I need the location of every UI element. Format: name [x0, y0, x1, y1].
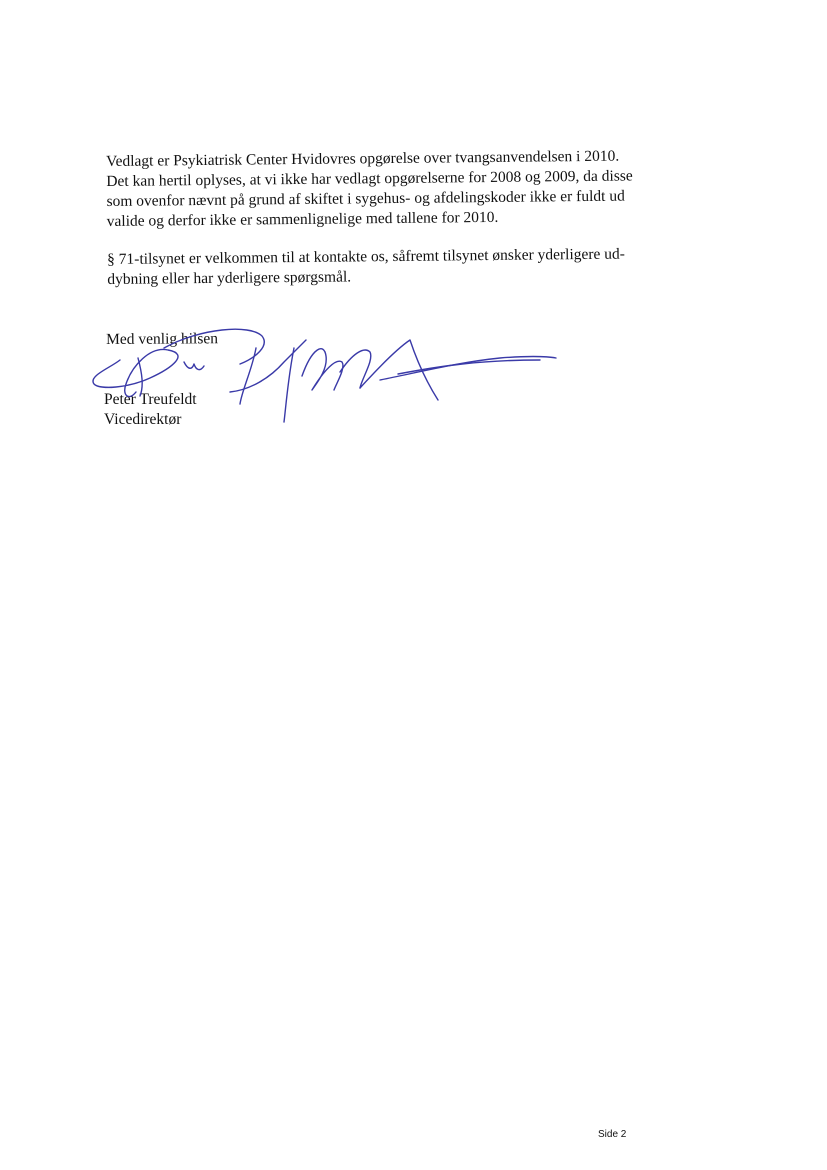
paragraph-2-line: dybning eller har yderligere spørgsmål. [107, 268, 352, 288]
paragraph-1-line: valide og derfor ikke er sammenlignelige med tallene for 2010. [106, 208, 499, 230]
signer-name: Peter Treufeldt [104, 391, 197, 408]
page-number: Side 2 [598, 1129, 627, 1140]
handwritten-signature [80, 318, 570, 438]
paragraph-2-line: § 71-tilsynet er velkommen til at kontakte os, såfremt tilsynet ønsker yderligere ud- [107, 245, 626, 268]
closing-salutation: Med venlig hilsen [106, 330, 219, 348]
paragraph-1-line: Det kan hertil oplyses, at vi ikke har vedlagt opgørelserne for 2008 og 2009, da disse [106, 167, 633, 190]
paragraph-1 [106, 146, 647, 232]
paragraph-2 [107, 244, 647, 290]
signer-title: Vicedirektør [104, 411, 182, 428]
paragraph-1-line: som ovenfor nævnt på grund af skiftet i sygehus- og afdelingskoder ikke er fuldt ud [106, 187, 625, 210]
paragraph-1-line: Vedlagt er Psykiatrisk Center Hvidovres opgørelse over tvangsanvendelsen i 2010. [106, 147, 620, 170]
letter-body [106, 146, 647, 290]
